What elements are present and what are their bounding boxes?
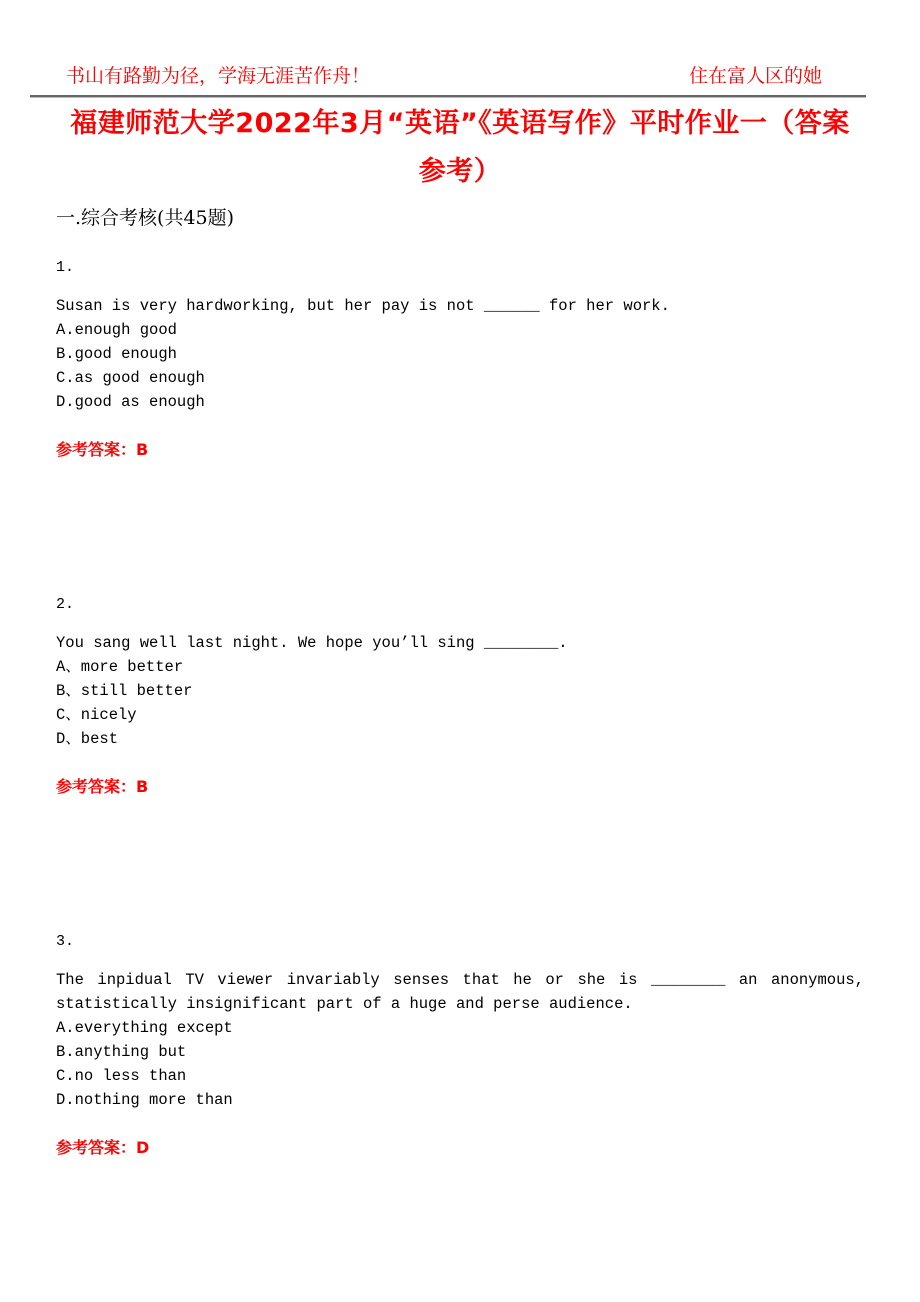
page-header bbox=[66, 63, 822, 89]
option-d: D.nothing more than bbox=[56, 1091, 233, 1109]
option-b: B、still better bbox=[56, 682, 193, 700]
answer-key: 参考答案：B bbox=[56, 440, 149, 459]
option-a: A.everything except bbox=[56, 1019, 233, 1037]
question-stem: Susan is very hardworking, but her pay is not ______ for her work. bbox=[56, 297, 670, 315]
answer-key: 参考答案：B bbox=[56, 777, 149, 796]
question-stem: You sang well last night. We hope you’ll sing ________. bbox=[56, 634, 568, 652]
option-d: D.good as enough bbox=[56, 393, 205, 411]
option-b: B.anything but bbox=[56, 1043, 187, 1061]
option-b: B.good enough bbox=[56, 345, 177, 363]
header-motto: 书山有路勤为径，学海无涯苦作舟！ bbox=[66, 65, 371, 87]
question-number: 3. bbox=[56, 933, 75, 950]
option-a: A.enough good bbox=[56, 321, 177, 339]
section-heading: 一.综合考核(共45题) bbox=[56, 207, 235, 229]
question-1 bbox=[56, 256, 864, 462]
question-3 bbox=[56, 930, 864, 1160]
question-stem: The inpidual TV viewer invariably senses that he or she is ________ an anonymous, statistically insignificant part of a huge and perse audience. bbox=[56, 971, 864, 1013]
question-number: 1. bbox=[56, 259, 75, 276]
document-title: 福建师范大学2022年3月“英语”《英语写作》平时作业一（答案参考） bbox=[70, 108, 850, 187]
question-number: 2. bbox=[56, 596, 75, 613]
answer-key: 参考答案：D bbox=[56, 1138, 150, 1157]
option-c: C、nicely bbox=[56, 706, 137, 724]
option-c: C.as good enough bbox=[56, 369, 205, 387]
question-2 bbox=[56, 593, 864, 799]
header-author: 住在富人区的她 bbox=[688, 65, 822, 87]
header-divider bbox=[30, 95, 866, 97]
option-a: A、more better bbox=[56, 658, 184, 676]
option-c: C.no less than bbox=[56, 1067, 187, 1085]
option-d: D、best bbox=[56, 730, 119, 748]
